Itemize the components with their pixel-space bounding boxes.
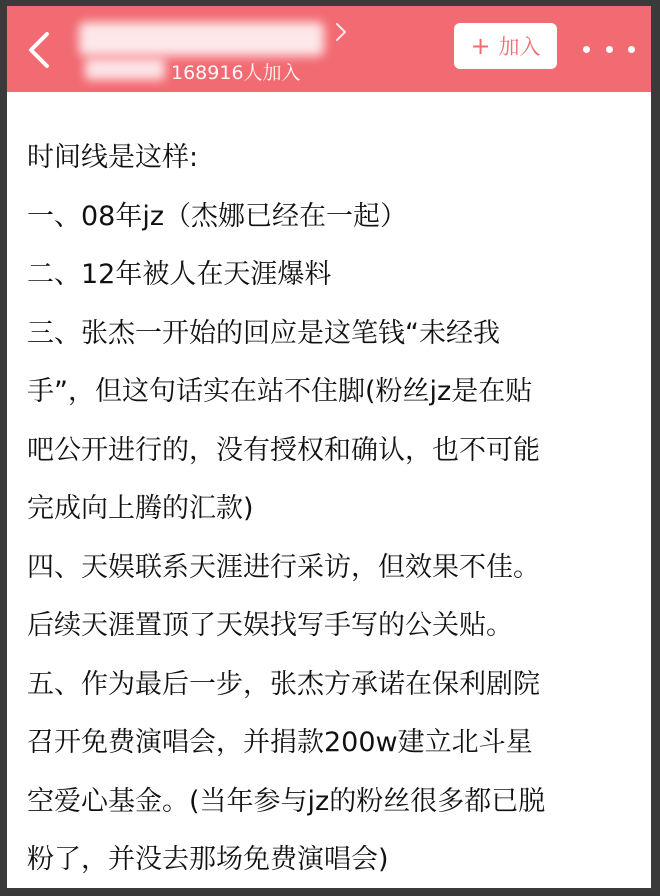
more-dot-icon xyxy=(628,46,635,53)
post-body xyxy=(27,129,647,890)
post-line: 二、12年被人在天涯爆料 xyxy=(27,259,332,290)
more-options-button[interactable] xyxy=(583,34,635,64)
post-line: 后续天涯置顶了天娱找写手写的公关贴。 xyxy=(27,610,513,641)
post-line: 召开免费演唱会，并捐款200w建立北斗星 xyxy=(27,727,533,758)
post-line: 三、张杰一开始的回应是这笔钱“未经我 xyxy=(27,317,500,349)
post-line: 时间线是这样: xyxy=(27,142,199,173)
post-line: 五、作为最后一步，张杰方承诺在保利剧院 xyxy=(27,668,540,700)
group-header xyxy=(7,6,651,92)
group-title-block[interactable] xyxy=(77,20,357,82)
plus-icon: + xyxy=(470,32,491,60)
back-button[interactable] xyxy=(19,28,59,72)
screenshot-frame xyxy=(4,3,654,891)
chevron-left-icon xyxy=(27,30,51,70)
post-line: 四、天娱联系天涯进行采访，但效果不佳。 xyxy=(27,551,540,583)
member-count: 168916人加入 xyxy=(171,62,301,84)
more-dot-icon xyxy=(606,46,613,53)
chevron-right-icon xyxy=(335,22,347,42)
post-line: 手”，但这句话实在站不住脚(粉丝jz是在贴 xyxy=(27,376,533,407)
post-line: 粉了，并没去那场免费演唱会) xyxy=(27,844,389,875)
post-line: 一、08年jz（杰娜已经在一起） xyxy=(27,200,408,232)
post-line: 空爱心基金。(当年参与jz的粉丝很多都已脱 xyxy=(27,785,546,817)
join-button[interactable] xyxy=(454,23,557,69)
join-label: 加入 xyxy=(498,35,541,59)
post-line: 吧公开进行的，没有授权和确认，也不可能 xyxy=(27,434,540,466)
more-dot-icon xyxy=(583,46,590,53)
group-badge-redacted xyxy=(85,58,165,80)
post-line: 完成向上腾的汇款) xyxy=(27,493,254,524)
group-name-redacted xyxy=(79,22,324,56)
